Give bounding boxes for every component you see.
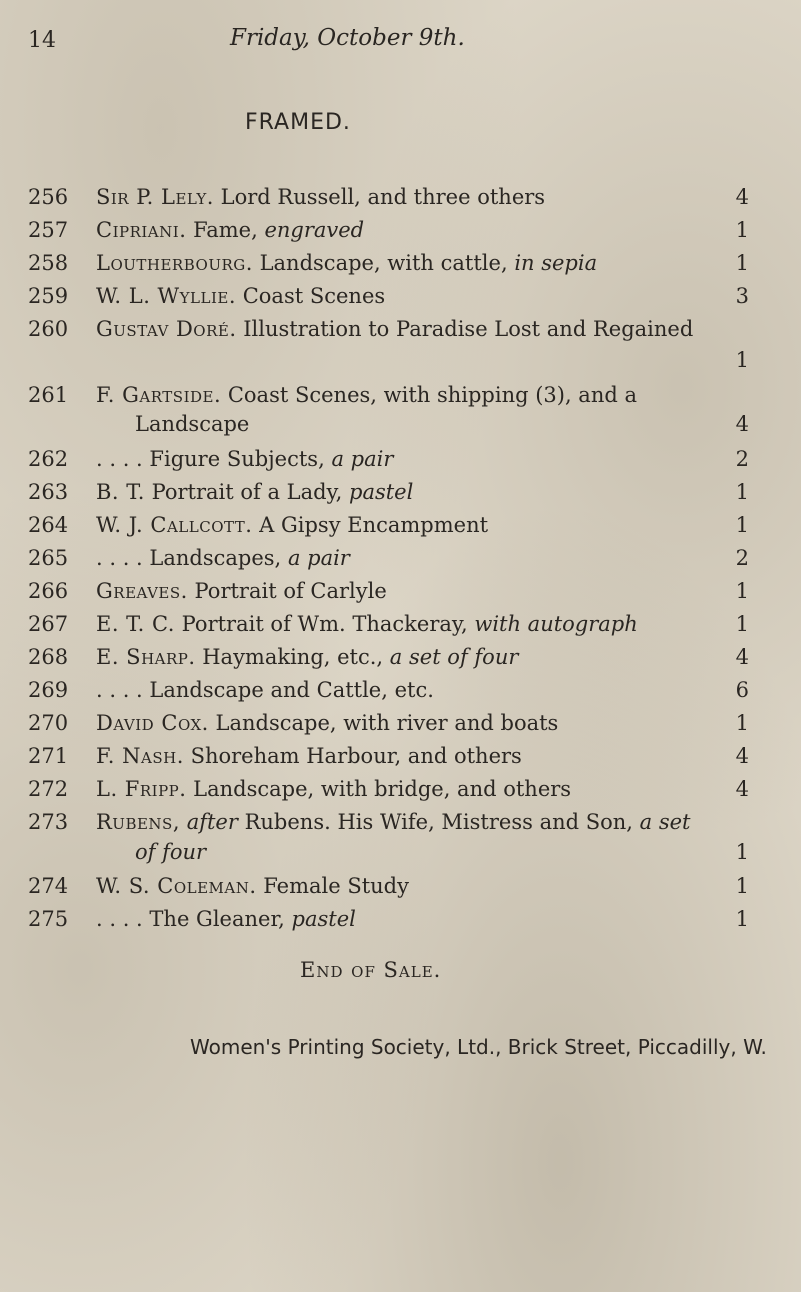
lot-row <box>0 185 801 217</box>
lot-row <box>0 447 801 479</box>
lot-title: Female Study <box>263 874 409 898</box>
lot-quantity: 1 <box>735 612 749 636</box>
lot-artist: Cipriani. <box>96 218 187 242</box>
lot-continuation: Landscape <box>135 412 250 436</box>
lot-description <box>96 579 387 603</box>
lot-quantity: 2 <box>735 447 749 471</box>
lot-note: pastel <box>291 907 356 931</box>
page-number: 14 <box>28 28 56 53</box>
lot-number: 261 <box>28 383 69 407</box>
lot-number: 264 <box>28 513 69 537</box>
lot-artist: W. J. Callcott. <box>96 513 253 537</box>
lot-number: 269 <box>28 678 69 702</box>
lot-continuation: of four <box>135 840 207 864</box>
lot-description <box>96 480 413 504</box>
lot-description <box>96 744 522 768</box>
lot-title: Shoreham Harbour, and others <box>190 744 522 768</box>
lot-artist: Sir P. Lely. <box>96 185 214 209</box>
lot-artist: Greaves. <box>96 579 188 603</box>
lot-row <box>0 907 801 939</box>
lot-number: 260 <box>28 317 69 341</box>
end-of-sale: End of Sale. <box>300 958 442 982</box>
lot-artist: David Cox. <box>96 711 209 735</box>
lot-row <box>0 383 801 415</box>
lot-quantity: 1 <box>735 711 749 735</box>
lot-title: Lord Russell, and three others <box>220 185 546 209</box>
lot-description <box>96 907 356 931</box>
lot-quantity: 1 <box>735 513 749 537</box>
lot-row <box>0 744 801 776</box>
lot-artist: B. T. <box>96 480 145 504</box>
lot-quantity: 4 <box>735 777 749 801</box>
lot-artist: E. T. C. <box>96 612 175 636</box>
lot-artist: Rubens, <box>96 810 181 834</box>
lot-title: Landscape, with river and boats <box>215 711 559 735</box>
lot-number: 272 <box>28 777 69 801</box>
lot-artist: L. Fripp. <box>96 777 187 801</box>
section-heading: FRAMED. <box>245 110 351 135</box>
lot-number: 268 <box>28 645 69 669</box>
lot-number: 258 <box>28 251 69 275</box>
lot-description <box>96 185 545 209</box>
lot-row <box>0 810 801 842</box>
lot-row-qty <box>0 348 801 380</box>
lot-note: a set of four <box>389 645 519 669</box>
lot-description <box>96 612 638 636</box>
lot-artist-note: after <box>186 810 238 834</box>
lot-row <box>0 480 801 512</box>
lot-row <box>0 317 801 349</box>
lot-title: A Gipsy Encampment <box>259 513 489 537</box>
lot-note: a set <box>639 810 691 834</box>
lot-title: Haymaking, etc., <box>202 645 384 669</box>
lot-number: 266 <box>28 579 69 603</box>
lot-quantity: 4 <box>735 645 749 669</box>
lot-row <box>0 612 801 644</box>
lot-artist: . . . . <box>96 678 143 702</box>
lot-description <box>96 317 693 341</box>
lot-row <box>0 874 801 906</box>
lot-row-continuation <box>0 840 801 872</box>
lot-description <box>96 513 488 537</box>
lot-row <box>0 645 801 677</box>
lot-number: 257 <box>28 218 69 242</box>
lot-title: Figure Subjects, <box>149 447 325 471</box>
lot-row <box>0 777 801 809</box>
lot-quantity: 1 <box>735 251 749 275</box>
lot-description <box>96 251 597 275</box>
lot-title: Landscape, with bridge, and others <box>193 777 572 801</box>
lot-quantity: 1 <box>735 907 749 931</box>
lot-description <box>96 284 385 308</box>
lot-artist: Loutherbourg. <box>96 251 253 275</box>
lot-title: Portrait of a Lady, <box>151 480 343 504</box>
lot-artist: F. Gartside. <box>96 383 222 407</box>
lot-quantity: 4 <box>735 744 749 768</box>
lot-number: 273 <box>28 810 69 834</box>
date-heading: Friday, October 9th. <box>230 25 465 51</box>
lot-description <box>96 546 350 570</box>
lot-quantity: 1 <box>735 840 749 864</box>
lot-number: 259 <box>28 284 69 308</box>
lot-title: Portrait of Wm. Thackeray, <box>181 612 468 636</box>
lot-description <box>96 218 364 242</box>
lot-quantity: 1 <box>735 579 749 603</box>
lot-quantity: 4 <box>735 185 749 209</box>
lot-row <box>0 546 801 578</box>
lot-row <box>0 711 801 743</box>
lot-row <box>0 513 801 545</box>
lot-artist: Gustav Doré. <box>96 317 237 341</box>
lot-number: 256 <box>28 185 69 209</box>
lot-title: Landscape and Cattle, etc. <box>149 678 434 702</box>
lot-description <box>96 711 558 735</box>
lot-title: The Gleaner, <box>149 907 285 931</box>
lot-artist: . . . . <box>96 447 143 471</box>
lot-title: Illustration to Paradise Lost and Regained <box>243 317 694 341</box>
lot-note: pastel <box>349 480 414 504</box>
lot-note: a pair <box>331 447 394 471</box>
lot-description <box>96 810 691 834</box>
lot-row <box>0 579 801 611</box>
lot-artist: F. Nash. <box>96 744 184 768</box>
lot-number: 275 <box>28 907 69 931</box>
printer-imprint: Women's Printing Society, Ltd., Brick Street, Piccadilly, W. <box>190 1035 767 1059</box>
lot-title: His Wife, Mistress and Son, <box>337 810 633 834</box>
lot-description <box>96 447 393 471</box>
lot-quantity: 4 <box>735 412 749 436</box>
lot-number: 270 <box>28 711 69 735</box>
lot-description <box>96 874 409 898</box>
lot-quantity: 1 <box>735 218 749 242</box>
lot-quantity: 6 <box>735 678 749 702</box>
lot-artist: E. Sharp. <box>96 645 196 669</box>
lot-note: in sepia <box>514 251 598 275</box>
lot-note: engraved <box>264 218 365 242</box>
lot-description <box>96 645 518 669</box>
lot-title: Landscapes, <box>149 546 282 570</box>
lot-title: Landscape, with cattle, <box>259 251 508 275</box>
lot-row-continuation <box>0 412 801 444</box>
lot-title: Coast Scenes, with shipping (3), and a <box>227 383 637 407</box>
lot-artist: . . . . <box>96 907 143 931</box>
lot-artist-suffix: Rubens. <box>244 810 331 834</box>
lot-row <box>0 251 801 283</box>
lot-note: with autograph <box>474 612 638 636</box>
lot-quantity: 2 <box>735 546 749 570</box>
lot-row <box>0 284 801 316</box>
lot-row <box>0 678 801 710</box>
lot-number: 265 <box>28 546 69 570</box>
lot-description <box>96 383 637 407</box>
lot-quantity: 1 <box>735 874 749 898</box>
lot-quantity: 3 <box>735 284 749 308</box>
lot-title: Portrait of Carlyle <box>194 579 387 603</box>
lot-artist: W. L. Wyllie. <box>96 284 237 308</box>
lot-artist: . . . . <box>96 546 143 570</box>
lot-number: 271 <box>28 744 69 768</box>
lot-note: a pair <box>287 546 350 570</box>
lot-description <box>96 777 571 801</box>
lot-row <box>0 218 801 250</box>
lot-title: Coast Scenes <box>242 284 386 308</box>
lot-number: 263 <box>28 480 69 504</box>
lot-title: Fame, <box>193 218 258 242</box>
lot-quantity: 1 <box>735 348 749 372</box>
lot-number: 267 <box>28 612 69 636</box>
lot-artist: W. S. Coleman. <box>96 874 257 898</box>
lot-number: 262 <box>28 447 69 471</box>
lot-quantity: 1 <box>735 480 749 504</box>
lot-number: 274 <box>28 874 69 898</box>
lot-description <box>96 678 434 702</box>
